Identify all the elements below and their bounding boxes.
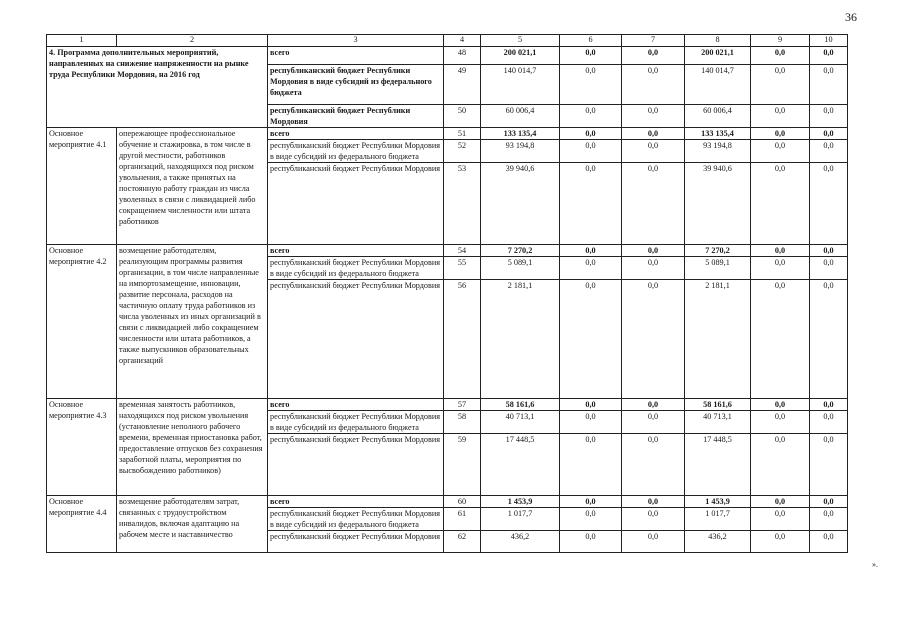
amount-cell: 0,0 — [751, 411, 810, 434]
line-number-cell: 52 — [444, 140, 481, 163]
amount-cell: 39 940,6 — [481, 163, 560, 245]
line-number-cell: 55 — [444, 257, 481, 280]
funding-source-cell: республиканский бюджет Республики Мордовия — [268, 163, 444, 245]
funding-source-cell: республиканский бюджет Республики Мордовия в виде субсидий из федерального бюджета — [268, 257, 444, 280]
header-cell: 10 — [810, 35, 848, 47]
line-number-cell: 53 — [444, 163, 481, 245]
measure-name-cell: Основное мероприятие 4.4 — [47, 496, 117, 553]
amount-cell: 7 270,2 — [481, 245, 560, 257]
funding-source-cell: всего — [268, 128, 444, 140]
amount-cell: 0,0 — [810, 65, 848, 105]
line-number-cell: 48 — [444, 47, 481, 65]
measure-name-cell: Основное мероприятие 4.2 — [47, 245, 117, 399]
table-row — [47, 496, 848, 508]
amount-cell: 39 940,6 — [685, 163, 751, 245]
header-cell: 2 — [117, 35, 268, 47]
line-number-cell: 61 — [444, 508, 481, 531]
amount-cell: 0,0 — [622, 411, 685, 434]
line-number-cell: 49 — [444, 65, 481, 105]
table-row — [47, 245, 848, 257]
amount-cell: 60 006,4 — [685, 105, 751, 128]
amount-cell: 200 021,1 — [481, 47, 560, 65]
header-cell: 4 — [444, 35, 481, 47]
amount-cell: 1 017,7 — [481, 508, 560, 531]
amount-cell: 0,0 — [560, 65, 622, 105]
funding-source-cell: республиканский бюджет Республики Мордовия в виде субсидий из федерального бюджета — [268, 411, 444, 434]
amount-cell: 0,0 — [622, 257, 685, 280]
measure-description-cell: возмещение работодателям затрат, связанных с трудоустройством инвалидов, включая адаптацию на рабочем месте и наставничество — [117, 496, 268, 553]
amount-cell: 0,0 — [751, 47, 810, 65]
line-number-cell: 59 — [444, 434, 481, 496]
header-cell: 3 — [268, 35, 444, 47]
amount-cell: 0,0 — [560, 434, 622, 496]
amount-cell: 0,0 — [751, 105, 810, 128]
amount-cell: 0,0 — [751, 434, 810, 496]
amount-cell: 0,0 — [622, 65, 685, 105]
amount-cell: 40 713,1 — [481, 411, 560, 434]
amount-cell: 0,0 — [622, 399, 685, 411]
amount-cell: 0,0 — [751, 257, 810, 280]
amount-cell: 0,0 — [622, 245, 685, 257]
amount-cell: 200 021,1 — [685, 47, 751, 65]
amount-cell: 93 194,8 — [481, 140, 560, 163]
amount-cell: 5 089,1 — [481, 257, 560, 280]
line-number-cell: 54 — [444, 245, 481, 257]
measure-description-cell: возмещение работодателям, реализующим программы развития организации, в том числе направленные на импортозамещение, инновации, развитие персонала, расходов на частичную оплату труда работников из числа уволенных из иных организаций в связи с ликвидацией либо сокращением численности или штата работников, а также выпускников образовательных организаций — [117, 245, 268, 399]
amount-cell: 0,0 — [810, 140, 848, 163]
amount-cell: 0,0 — [810, 128, 848, 140]
amount-cell: 5 089,1 — [685, 257, 751, 280]
line-number-cell: 57 — [444, 399, 481, 411]
amount-cell: 0,0 — [622, 163, 685, 245]
amount-cell: 17 448,5 — [481, 434, 560, 496]
amount-cell: 133 135,4 — [685, 128, 751, 140]
amount-cell: 0,0 — [622, 280, 685, 399]
amount-cell: 0,0 — [622, 531, 685, 553]
amount-cell: 0,0 — [751, 163, 810, 245]
line-number-cell: 62 — [444, 531, 481, 553]
amount-cell: 140 014,7 — [685, 65, 751, 105]
amount-cell: 0,0 — [622, 105, 685, 128]
amount-cell: 0,0 — [622, 434, 685, 496]
header-cell: 7 — [622, 35, 685, 47]
line-number-cell: 58 — [444, 411, 481, 434]
amount-cell: 58 161,6 — [685, 399, 751, 411]
amount-cell: 2 181,1 — [685, 280, 751, 399]
amount-cell: 0,0 — [751, 128, 810, 140]
amount-cell: 0,0 — [810, 257, 848, 280]
amount-cell: 0,0 — [560, 280, 622, 399]
amount-cell: 436,2 — [481, 531, 560, 553]
measure-name-cell: Основное мероприятие 4.1 — [47, 128, 117, 245]
amount-cell: 0,0 — [810, 399, 848, 411]
amount-cell: 0,0 — [810, 496, 848, 508]
amount-cell: 0,0 — [560, 47, 622, 65]
amount-cell: 0,0 — [560, 496, 622, 508]
amount-cell: 0,0 — [751, 245, 810, 257]
amount-cell: 436,2 — [685, 531, 751, 553]
amount-cell: 58 161,6 — [481, 399, 560, 411]
amount-cell: 0,0 — [622, 508, 685, 531]
amount-cell: 0,0 — [560, 399, 622, 411]
table-row — [47, 128, 848, 140]
line-number-cell: 56 — [444, 280, 481, 399]
amount-cell: 0,0 — [622, 47, 685, 65]
amount-cell: 1 453,9 — [481, 496, 560, 508]
closing-quote-mark: ». — [872, 560, 878, 569]
amount-cell: 0,0 — [810, 280, 848, 399]
amount-cell: 93 194,8 — [685, 140, 751, 163]
header-cell: 5 — [481, 35, 560, 47]
funding-source-cell: республиканский бюджет Республики Мордовия — [268, 531, 444, 553]
header-cell: 9 — [751, 35, 810, 47]
funding-source-cell: республиканский бюджет Республики Мордовия — [268, 434, 444, 496]
amount-cell: 0,0 — [810, 531, 848, 553]
amount-cell: 0,0 — [810, 163, 848, 245]
measure-description-cell: временная занятость работников, находящихся под риском увольнения (установление неполного рабочего времени, временная приостановка работ, предоставление отпусков без сохранения заработной платы, мероприятия по высвобождению работников) — [117, 399, 268, 496]
funding-source-cell: республиканский бюджет Республики Мордовия в виде субсидий из федерального бюджета — [268, 508, 444, 531]
amount-cell: 0,0 — [622, 140, 685, 163]
header-cell: 8 — [685, 35, 751, 47]
funding-source-cell: республиканский бюджет Республики Мордовия в виде субсидий из федерального бюджета — [268, 65, 444, 105]
amount-cell: 1 017,7 — [685, 508, 751, 531]
budget-table — [46, 34, 848, 553]
amount-cell: 17 448,5 — [685, 434, 751, 496]
funding-source-cell: всего — [268, 47, 444, 65]
amount-cell: 0,0 — [560, 245, 622, 257]
column-number-row — [47, 35, 848, 47]
amount-cell: 0,0 — [751, 65, 810, 105]
amount-cell: 0,0 — [751, 496, 810, 508]
header-cell: 6 — [560, 35, 622, 47]
funding-source-cell: республиканский бюджет Республики Мордовия в виде субсидий из федерального бюджета — [268, 140, 444, 163]
table-row — [47, 47, 848, 65]
amount-cell: 1 453,9 — [685, 496, 751, 508]
page-number: 36 — [845, 10, 857, 24]
amount-cell: 0,0 — [560, 105, 622, 128]
amount-cell: 60 006,4 — [481, 105, 560, 128]
amount-cell: 0,0 — [560, 128, 622, 140]
funding-source-cell: республиканский бюджет Республики Мордовия — [268, 280, 444, 399]
amount-cell: 0,0 — [560, 257, 622, 280]
amount-cell: 0,0 — [751, 280, 810, 399]
amount-cell: 0,0 — [622, 128, 685, 140]
line-number-cell: 51 — [444, 128, 481, 140]
amount-cell: 140 014,7 — [481, 65, 560, 105]
amount-cell: 0,0 — [810, 245, 848, 257]
funding-source-cell: республиканский бюджет Республики Мордовия — [268, 105, 444, 128]
program-title-cell: 4. Программа дополнительных мероприятий, направленных на снижение напряженности на рынке труда Республики Мордовия, на 2016 год — [47, 47, 268, 128]
amount-cell: 0,0 — [751, 140, 810, 163]
amount-cell: 0,0 — [810, 105, 848, 128]
amount-cell: 0,0 — [810, 411, 848, 434]
amount-cell: 0,0 — [751, 399, 810, 411]
amount-cell: 0,0 — [751, 508, 810, 531]
amount-cell: 133 135,4 — [481, 128, 560, 140]
amount-cell: 2 181,1 — [481, 280, 560, 399]
table-row — [47, 399, 848, 411]
amount-cell: 0,0 — [622, 496, 685, 508]
amount-cell: 0,0 — [810, 508, 848, 531]
amount-cell: 0,0 — [560, 140, 622, 163]
amount-cell: 0,0 — [560, 508, 622, 531]
line-number-cell: 50 — [444, 105, 481, 128]
amount-cell: 7 270,2 — [685, 245, 751, 257]
amount-cell: 0,0 — [560, 531, 622, 553]
amount-cell: 0,0 — [560, 163, 622, 245]
measure-name-cell: Основное мероприятие 4.3 — [47, 399, 117, 496]
amount-cell: 0,0 — [810, 47, 848, 65]
funding-source-cell: всего — [268, 399, 444, 411]
measure-description-cell: опережающее профессиональное обучение и стажировка, в том числе в другой местности, работников организаций, находящихся под риском увольнения, а также принятых на постоянную работу граждан из числа уволенных в связи с ликвидацией либо сокращением численности или штата работников — [117, 128, 268, 245]
line-number-cell: 60 — [444, 496, 481, 508]
funding-source-cell: всего — [268, 496, 444, 508]
amount-cell: 40 713,1 — [685, 411, 751, 434]
amount-cell: 0,0 — [560, 411, 622, 434]
amount-cell: 0,0 — [810, 434, 848, 496]
amount-cell: 0,0 — [751, 531, 810, 553]
funding-source-cell: всего — [268, 245, 444, 257]
header-cell: 1 — [47, 35, 117, 47]
